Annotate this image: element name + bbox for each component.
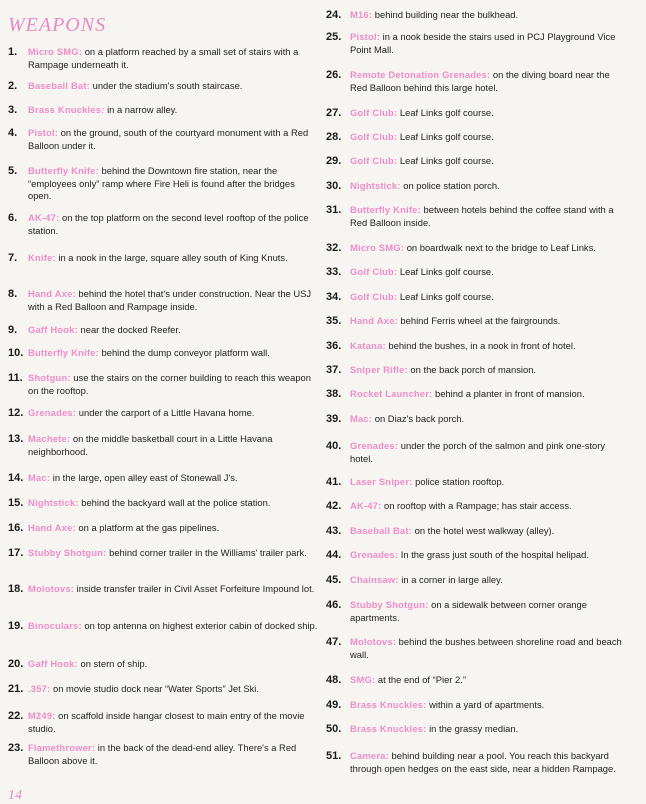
weapon-name: Butterfly Knife: (28, 165, 99, 176)
weapon-location: in a narrow alley. (104, 104, 178, 115)
weapon-name: Grenades: (350, 440, 399, 451)
entry-number: 28. (326, 131, 342, 143)
weapon-location: on scaffold inside hangar closest to main entry of the movie studio. (28, 710, 305, 734)
weapon-entry (326, 599, 626, 624)
weapon-name: Brass Knuckles: (350, 723, 427, 734)
entry-number: 30. (326, 180, 342, 192)
entry-number: 26. (326, 69, 342, 81)
entry-number: 22. (8, 710, 24, 722)
weapon-location: on stern of ship. (77, 658, 148, 669)
weapon-entry (326, 699, 626, 712)
entry-number: 48. (326, 674, 342, 686)
weapon-entry (8, 583, 318, 596)
entry-number: 43. (326, 525, 342, 537)
weapon-location: on the back porch of mansion. (407, 364, 537, 375)
weapon-location: within a yard of apartments. (426, 699, 545, 710)
weapon-entry (8, 658, 318, 671)
entry-number: 4. (8, 127, 18, 139)
weapon-name: Golf Club: (350, 131, 398, 142)
weapon-entry (326, 204, 626, 229)
weapon-name: Hand Axe: (350, 315, 398, 326)
weapon-entry (8, 620, 318, 633)
entry-number: 17. (8, 547, 24, 559)
weapon-entry (326, 107, 626, 120)
entry-number: 2. (8, 80, 18, 92)
weapon-name: Binoculars: (28, 620, 82, 631)
weapon-name: Micro SMG: (350, 242, 405, 253)
weapon-name: Laser Sniper: (350, 476, 413, 487)
weapon-entry (326, 750, 626, 775)
entry-number: 12. (8, 407, 24, 419)
weapon-name: Pistol: (28, 127, 59, 138)
entry-number: 24. (326, 9, 342, 21)
weapon-name: Molotovs: (28, 583, 75, 594)
weapon-name: Shotgun: (28, 372, 71, 383)
entry-number: 31. (326, 204, 342, 216)
weapon-name: Brass Knuckles: (28, 104, 105, 115)
weapon-entry (326, 31, 626, 56)
weapon-entry (326, 413, 626, 426)
weapon-location: Leaf Links golf course. (397, 266, 494, 277)
weapon-entry (326, 266, 626, 279)
weapon-name: Gaff Hook: (28, 324, 78, 335)
weapon-entry (8, 165, 318, 203)
entry-number: 13. (8, 433, 24, 445)
weapon-entry (326, 131, 626, 144)
weapon-name: Camera: (350, 750, 389, 761)
page-heading: WEAPONS (8, 14, 107, 36)
weapon-name: Grenades: (28, 407, 77, 418)
weapon-location: in the grassy median. (426, 723, 519, 734)
weapon-entry (326, 500, 626, 513)
entry-number: 9. (8, 324, 18, 336)
weapon-name: Mac: (28, 472, 51, 483)
weapon-location: under the porch of the salmon and pink one-story hotel. (350, 440, 606, 464)
weapon-location: on a platform reached by a small set of stairs with a Rampage underneath it. (28, 46, 299, 70)
weapon-location: on police station porch. (400, 180, 500, 191)
weapon-name: Baseball Bat: (350, 525, 412, 536)
weapon-name: Butterfly Knife: (350, 204, 421, 215)
weapon-name: Micro SMG: (28, 46, 83, 57)
entry-number: 34. (326, 291, 342, 303)
weapon-name: Pistol: (350, 31, 381, 42)
entry-number: 6. (8, 212, 18, 224)
weapon-entry (8, 127, 318, 152)
weapon-name: Golf Club: (350, 107, 398, 118)
weapon-location: behind a planter in front of mansion. (432, 388, 585, 399)
page-number: 14 (8, 788, 22, 803)
weapon-location: inside transfer trailer in Civil Asset Forfeiture Impound lot. (74, 583, 315, 594)
weapon-location: behind Ferris wheel at the fairgrounds. (397, 315, 561, 326)
entry-number: 44. (326, 549, 342, 561)
entry-number: 8. (8, 288, 18, 300)
weapon-location: behind corner trailer in the Williams' trailer park. (106, 547, 307, 558)
weapon-entry (8, 742, 318, 767)
weapon-name: Molotovs: (350, 636, 397, 647)
weapon-location: behind building near a pool. You reach this backyard through open hedges on the east side, near a hidden Rampage. (350, 750, 616, 774)
weapon-name: AK-47: (28, 212, 60, 223)
weapon-entry (8, 522, 318, 535)
weapon-entry (8, 683, 318, 696)
entry-number: 47. (326, 636, 342, 648)
weapon-name: Golf Club: (350, 291, 398, 302)
entry-number: 1. (8, 46, 18, 58)
entry-number: 25. (326, 31, 342, 43)
weapon-location: behind the bushes, in a nook in front of hotel. (385, 340, 576, 351)
weapon-location: on top antenna on highest exterior cabin of docked ship. (81, 620, 318, 631)
weapon-location: on the top platform on the second level rooftop of the police station. (28, 212, 309, 236)
weapon-entry (8, 104, 318, 117)
weapon-name: M16: (350, 9, 373, 20)
weapon-name: Rocket Launcher: (350, 388, 433, 399)
weapon-name: .357: (28, 683, 51, 694)
weapon-entry (8, 497, 318, 510)
entry-number: 41. (326, 476, 342, 488)
weapon-entry (8, 372, 318, 397)
weapon-location: on boardwalk next to the bridge to Leaf Links. (404, 242, 596, 253)
weapon-entry (326, 155, 626, 168)
weapon-entry (326, 525, 626, 538)
weapon-entry (8, 472, 318, 485)
weapon-name: Nightstick: (28, 497, 79, 508)
weapon-name: Grenades: (350, 549, 399, 560)
weapon-location: Leaf Links golf course. (397, 155, 494, 166)
weapon-entry (326, 315, 626, 328)
weapon-entry (326, 574, 626, 587)
entry-number: 3. (8, 104, 18, 116)
weapon-entry (326, 340, 626, 353)
weapon-entry (8, 288, 318, 313)
weapon-location: in the large, open alley east of Stonewall J's. (50, 472, 238, 483)
weapon-name: Golf Club: (350, 266, 398, 277)
entry-number: 32. (326, 242, 342, 254)
weapon-entry (326, 180, 626, 193)
weapon-entry (8, 324, 318, 337)
weapon-entry (8, 347, 318, 360)
weapon-entry (326, 476, 626, 489)
weapon-entry (326, 388, 626, 401)
entry-number: 35. (326, 315, 342, 327)
weapon-location: Leaf Links golf course. (397, 107, 494, 118)
weapon-name: Nightstick: (350, 180, 401, 191)
weapon-entry (8, 710, 318, 735)
weapon-entry (8, 547, 318, 560)
weapon-location: behind the hotel that's under construction. Near the USJ with a Red Balloon and Rampage inside. (28, 288, 312, 312)
weapon-location: on movie studio dock near “Water Sports” Jet Ski. (50, 683, 259, 694)
weapon-name: Flamethrower: (28, 742, 96, 753)
entry-number: 11. (8, 372, 23, 384)
weapon-location: near the docked Reefer. (77, 324, 181, 335)
entry-number: 46. (326, 599, 342, 611)
entry-number: 42. (326, 500, 342, 512)
weapon-location: use the stairs on the corner building to reach this weapon on the rooftop. (28, 372, 311, 396)
weapon-location: on a sidewalk between corner orange apartments. (350, 599, 587, 623)
weapon-location: behind the Downtown fire station, near the “employees only” ramp where Fire Heli is found after the bridges open. (28, 165, 295, 202)
weapon-name: Sniper Rifle: (350, 364, 408, 375)
entry-number: 15. (8, 497, 24, 509)
entry-number: 18. (8, 583, 24, 595)
entry-number: 36. (326, 340, 342, 352)
weapon-name: Golf Club: (350, 155, 398, 166)
weapon-location: under the stadium's south staircase. (90, 80, 243, 91)
weapon-name: Remote Detonation Grenades: (350, 69, 491, 80)
entry-number: 5. (8, 165, 18, 177)
weapon-entry (326, 364, 626, 377)
entry-number: 10. (8, 347, 24, 359)
weapon-entry (326, 674, 626, 687)
weapon-location: behind the bushes between shoreline road and beach wall. (350, 636, 622, 660)
weapon-location: on the middle basketball court in a Little Havana neighborhood. (28, 433, 273, 457)
entry-number: 50. (326, 723, 342, 735)
weapon-entry (326, 291, 626, 304)
weapon-location: in a nook beside the stairs used in PCJ Playground Vice Point Mall. (350, 31, 616, 55)
weapon-entry (8, 46, 318, 71)
weapon-name: Mac: (350, 413, 373, 424)
entry-number: 23. (8, 742, 24, 754)
weapon-name: Machete: (28, 433, 71, 444)
weapon-location: on a platform at the gas pipelines. (75, 522, 220, 533)
entry-number: 39. (326, 413, 342, 425)
weapon-location: on the hotel west walkway (alley). (412, 525, 555, 536)
weapon-entry (8, 407, 318, 420)
weapon-entry (326, 723, 626, 736)
weapon-entry (326, 242, 626, 255)
entry-number: 16. (8, 522, 24, 534)
weapon-name: Katana: (350, 340, 386, 351)
weapon-entry (8, 433, 318, 458)
weapon-entry (8, 212, 318, 237)
weapon-location: on the diving board near the Red Balloon behind this large hotel. (350, 69, 610, 93)
weapon-entry (326, 440, 626, 465)
weapon-location: behind building near the bulkhead. (372, 9, 519, 20)
weapon-name: M249: (28, 710, 56, 721)
entry-number: 45. (326, 574, 342, 586)
weapon-location: at the end of “Pier 2.” (375, 674, 466, 685)
weapon-name: Hand Axe: (28, 288, 76, 299)
entry-number: 29. (326, 155, 342, 167)
weapon-location: In the grass just south of the hospital helipad. (398, 549, 589, 560)
weapon-location: on rooftop with a Rampage; has stair access. (381, 500, 572, 511)
weapon-location: Leaf Links golf course. (397, 131, 494, 142)
entry-number: 21. (8, 683, 24, 695)
weapon-location: in a nook in the large, square alley south of King Knuts. (55, 252, 288, 263)
weapon-name: Baseball Bat: (28, 80, 90, 91)
weapon-location: on the ground, south of the courtyard monument with a Red Balloon under it. (28, 127, 309, 151)
weapon-location: between hotels behind the coffee stand with a Red Balloon inside. (350, 204, 614, 228)
weapon-location: behind the backyard wall at the police station. (78, 497, 271, 508)
weapon-name: Brass Knuckles: (350, 699, 427, 710)
weapon-entry (8, 80, 318, 93)
entry-number: 7. (8, 252, 18, 264)
entry-number: 20. (8, 658, 24, 670)
entry-number: 51. (326, 750, 342, 762)
weapon-name: AK-47: (350, 500, 382, 511)
entry-number: 38. (326, 388, 342, 400)
weapon-name: Butterfly Knife: (28, 347, 99, 358)
weapon-name: Hand Axe: (28, 522, 76, 533)
weapon-location: in a corner in large alley. (398, 574, 503, 585)
weapon-location: Leaf Links golf course. (397, 291, 494, 302)
weapon-name: SMG: (350, 674, 376, 685)
weapon-location: under the carport of a Little Havana home. (76, 407, 255, 418)
weapon-name: Stubby Shotgun: (28, 547, 107, 558)
weapon-location: behind the dump conveyor platform wall. (98, 347, 270, 358)
entry-number: 33. (326, 266, 342, 278)
weapon-location: police station rooftop. (412, 476, 505, 487)
weapon-entry (326, 549, 626, 562)
weapon-location: on Diaz's back porch. (372, 413, 465, 424)
entry-number: 27. (326, 107, 342, 119)
weapon-entry (326, 636, 626, 661)
weapon-name: Stubby Shotgun: (350, 599, 429, 610)
weapon-entry (326, 9, 626, 22)
entry-number: 40. (326, 440, 342, 452)
entry-number: 37. (326, 364, 342, 376)
weapon-name: Gaff Hook: (28, 658, 78, 669)
entry-number: 49. (326, 699, 342, 711)
weapon-entry (326, 69, 626, 94)
entry-number: 19. (8, 620, 24, 632)
weapon-name: Chainsaw: (350, 574, 399, 585)
weapon-entry (8, 252, 318, 265)
weapon-location: in the back of the dead-end alley. There's a Red Balloon above it. (28, 742, 297, 766)
weapon-name: Knife: (28, 252, 56, 263)
entry-number: 14. (8, 472, 24, 484)
